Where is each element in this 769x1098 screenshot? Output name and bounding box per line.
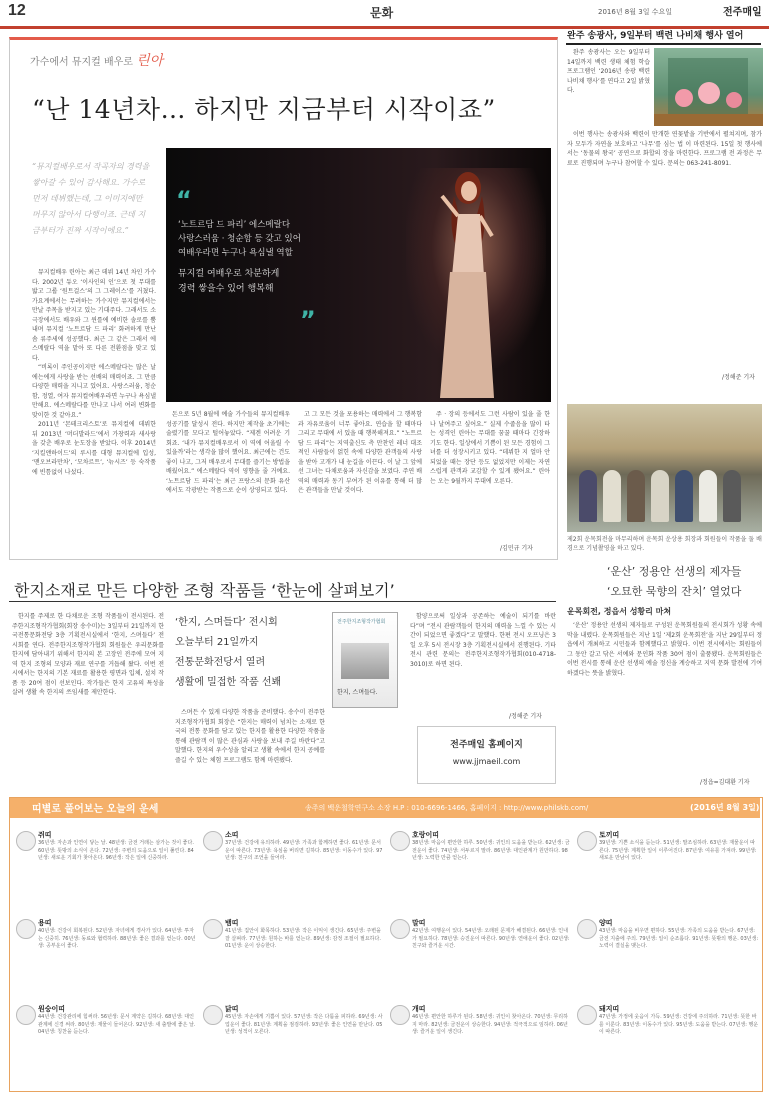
ox-icon <box>203 831 223 851</box>
fortune-text: 38년생: 마음이 편안한 하루. 50년생: 귀인의 도움을 받는다. 62년생: 금전운이 좋다. 74년생: 서두르지 말라. 86년생: 대인관계가 원만하다. 98년생: 노력한 만큼 얻는다. <box>412 840 570 861</box>
second-rule <box>9 601 556 602</box>
fortune-text: 45년생: 자손에게 기쁨이 있다. 57년생: 작은 다툼을 피하라. 69년생: 사업운이 좋다. 81년생: 계획을 점검하라. 93년생: 좋은 인연을 만난다. 05년생: 성적이 오른다. <box>225 1014 383 1035</box>
person <box>579 470 597 522</box>
ad-title: 전주매일 홈페이지 <box>450 740 523 750</box>
book-cover-image <box>341 643 389 679</box>
subhead-line: 생활에 밀접한 작품 선봬 <box>175 677 282 688</box>
second-byline: /정해준 기자 <box>509 713 542 720</box>
fortune-text: 37년생: 건강에 유의하라. 49년생: 가족과 함께하면 좋다. 61년생: 문서운이 따른다. 73년생: 욕심을 버리면 길하다. 85년생: 이동수가 있다. 97년생: 친구의 조언을 들어라. <box>225 840 383 861</box>
fortune-cell <box>390 1004 575 1086</box>
right-headline: 완주 송광사, 9일부터 백련 나비채 행사 열어 <box>567 31 744 41</box>
tiger-icon <box>390 831 410 851</box>
article-kicker <box>30 50 163 70</box>
book-label: 전주한지조형작가협회 <box>337 619 386 625</box>
subhead-line: 전통문화전당서 열려 <box>175 657 266 668</box>
page-number: 12 <box>8 2 26 19</box>
fortune-date: (2016년 8월 3일) <box>690 803 760 812</box>
fortune-text: 47년생: 가정에 웃음이 가득. 59년생: 건강에 주의하라. 71년생: 뜻한 바를 이룬다. 83년생: 이동수가 있다. 95년생: 도움을 받는다. 07년생: 행운이 따른다. <box>599 1014 759 1035</box>
kicker-prefix: 가수에서 뮤지컬 배우로 <box>30 57 133 68</box>
pull-quote-2 <box>178 267 328 297</box>
paragraph: ‘운산’ 정용안 선생의 제자들로 구성된 운목회원들의 전시회가 성황 속에 막을 내렸다. 운목회원들은 지난 1일 ‘제2회 운목회전’을 지난 29일부터 정읍에서 개최하고 시민들과 함께했다고 밝혔다. 이번 전시에서는 회원들이 그 동안 갈고 닦은 서예와 문인화 작품 30여 점이 출품됐다. 운목회원들은 이번 전시를 통해 운산 선생의 예술 정신을 계승하고 지역 문화 발전에 기여하겠다는 뜻을 밝혔다. <box>567 622 762 677</box>
right-subhead-1: ‘운산’ 정용안 선생의 제자들 <box>607 565 742 578</box>
fortune-sign: 뱀띠 <box>225 919 239 927</box>
right-subhead-3: 운목회전, 정읍서 성황리 마쳐 <box>567 607 672 616</box>
pull-quote-line: 경력 쌓을수 있어 행복해 <box>178 284 274 294</box>
lead-quote: “뮤지컬배우로서 작곡자의 경력을 쌓아갈 수 있어 감사해요. 가수로 먼저 데뷔했는데, 그 이미지에만 머무지 않아서 다행이죠. 근데 지금부터가 진짜 시작이에요.” <box>32 162 150 235</box>
person <box>651 470 669 522</box>
paragraph: “비록이 주인공이지만 에스메랄다는 많은 날에는에게 사랑을 받는 선배의 매력이죠. 그 만큼 다양한 매력을 지니고 있어요. 사랑스러움, 청순함, 정열, 여자 뮤지컬여배우라면 누구나 욕심낼 만해요. 에스메랄다를 만나고 나서 여러 변화를 맞이한 것 같아요.” <box>32 364 156 419</box>
second-headline: 한지소재로 만든 다양한 조형 작품들 ‘한눈에 살펴보기’ <box>14 581 395 600</box>
pull-quote-line: 뮤지컬 여배우로 차분하게 <box>178 269 280 279</box>
homepage-ad[interactable] <box>417 726 556 784</box>
fortune-cell <box>16 830 201 912</box>
fortune-text: 41년생: 집안이 화목하다. 53년생: 작은 이익이 생긴다. 65년생: 주변을 잘 살펴라. 77년생: 원하는 바를 얻는다. 89년생: 감정 조절이 필요하다. 01년생: 운이 상승한다. <box>225 928 381 949</box>
second-body-col3 <box>410 612 556 720</box>
book-title: 한지, 스며들다. <box>337 689 378 696</box>
section-title: 문화 <box>370 6 394 20</box>
right-byline-2: /정읍=김대환 기자 <box>700 779 750 786</box>
pull-quote-line: ‘노트르담 드 파리’ 에스메랄다 <box>178 220 291 230</box>
fortune-text: 44년생: 건강관리에 힘써라. 56년생: 문서 계약은 길하다. 68년생: 대인관계에 신경 써라. 80년생: 재물이 들어온다. 92년생: 새 출발에 좋은 날. 04년생: 칭찬을 듣는다. <box>38 1014 196 1035</box>
rooster-icon <box>203 1005 223 1025</box>
fortune-sign: 토끼띠 <box>599 831 620 839</box>
fortune-title: 띠별로 풀어보는 오늘의 운세 <box>32 804 159 815</box>
right-body-intro <box>567 48 650 126</box>
main-headline: “난 14년차… 하지만 지금부터 시작이죠” <box>32 95 496 124</box>
fortune-cell <box>16 918 201 1000</box>
paragraph: 돈으로 5년 8월에 예술 가수들의 뮤지컬배우 성공기를 달성시 전다. 하지만 제작을 초기에는 술렸기를 모다고 털어놓았다. “제겐 어려운 기회죠. ‘내가 뮤지컬배우로서 이 역에 어울릴 수 있을까’라는 생각을 많이 했어요. 최근에는 건도 좋이 나고, 그저 배우로서 무대를 즐기는 방법을 배웠어요.” 에스메랄다 역이 영향을 줄 거예요. ‘노트르담 드 파리’는 최근 프랑스의 문화 유산에서도 각광받는 작품으로 순이 상영되고 있다. <box>166 411 290 494</box>
fortune-cell <box>203 918 388 1000</box>
snake-icon <box>203 919 223 939</box>
paragraph: 주 · 장의 등에서도 그런 사람이 있을 줄 한 나 날여주고 싶어요.” 실제 수줍음을 많이 타는 성격인 린아는 무대를 꿈꿀 때마다 긴장하기도 한다. 일상에서 기쁨이 된 모든 경험이 그녀를 더 성장시키고 있다. “데뷔한 지 얼마 안 되었을 때는 장단 등도 없었지만 이제는 자연스럽게 관객과 교감할 수 있게 됐어요.” 린아는 오는 9월까지 무대에 오른다. <box>430 411 550 485</box>
monkey-icon <box>16 1005 36 1025</box>
right-body-2 <box>567 621 762 777</box>
fortune-credit: 송주의 백운철학연구소 소장 H.P : 010-6696-1466, 홈페이지 : http://www.philskb.com/ <box>305 804 589 812</box>
dog-icon <box>390 1005 410 1025</box>
second-subheads <box>175 613 325 693</box>
fortune-cell <box>390 918 575 1000</box>
main-byline: /김민규 기자 <box>500 545 533 552</box>
fortune-sign: 호랑이띠 <box>412 831 440 839</box>
subhead-line: ‘한지, 스며들다’ 전시회 <box>175 617 278 628</box>
person <box>675 470 693 522</box>
pull-quote-line: 사랑스러움 · 청순함 등 갖고 있어 <box>178 234 301 244</box>
second-body-col2 <box>175 708 325 784</box>
fortune-cell <box>203 830 388 912</box>
exhibition-book-cover <box>332 612 398 708</box>
kicker-name: 린아 <box>136 53 164 69</box>
fortune-cell <box>577 830 762 912</box>
temple-photo <box>654 48 763 126</box>
issue-date: 2016년 8월 3일 수요일 <box>598 8 672 16</box>
fortune-sign: 닭띠 <box>225 1005 239 1013</box>
fortune-cell <box>203 1004 388 1086</box>
paragraph: 고 그 모든 것을 포용하는 매력에서 그 행복함과 자유로움이 너무 좋아요. 연습을 할 때마다 그리고 무대에 서 있을 때 행복해져요.” “노트르담 드 파리”는 지역출신도 측 만찬인 레너 대조적인 사람들이 얽힌 속에 다양한 관객들의 사랑을 받아 고개가 내 눈길을 이끈다. 이 날 그 앞에 선 그녀는 다채로움과 자신감을 보였다. 주연 배역의 매력과 동기 부여가 된 이유를 통해 더 많은 관객들을 만날 것이다. <box>298 411 422 494</box>
fortune-cell <box>390 830 575 912</box>
fortune-sign: 소띠 <box>225 831 239 839</box>
right-subhead-2: ‘오묘한 묵향의 잔치’ 열었다 <box>607 585 742 598</box>
main-body-col1 <box>32 268 156 552</box>
fortune-sign: 개띠 <box>412 1005 426 1013</box>
fortune-cell <box>577 1004 762 1086</box>
person <box>723 470 741 522</box>
paragraph: 한지를 주제로 한 다채로운 조형 작품들이 전시된다. 전주한지조형작가협회(회장 송수미)는 3일부터 21일까지 한국전통문화전당 3층 기획전시실에서 ‘한지, 스며들다’ 전시회를 연다. 전주한지조형작가협회 회원들은 우리문화를 한지에 담아내기 위해서 한지의 본 고장인 전주에 모여 지역 한지 조형의 모양과 재료 연구를 거듭해 왔다. 이번 전시에서는 한지의 기본 재료를 활용한 평면과 입체, 설치 작품 등 20여 점이 선보인다. 작가들은 한지 고유의 특성을 살려 생활 속 한지의 쓰임새를 제안한다. <box>12 613 164 696</box>
singer-figure <box>436 166 496 398</box>
subhead-line: 오늘부터 21일까지 <box>175 637 259 648</box>
fortune-sign: 돼지띠 <box>599 1005 620 1013</box>
paragraph: 이번 행사는 송광사와 백련이 만개한 연꽃밭을 기반에서 펼쳐지며, 참가자 모두가 자연을 보호하고 ‘나무’를 심는 법 이 마련된다. 15일 첫 행사에서는 ‘동물의 왕국’ 공연으로 화합의 장을 마련한다. 프로그램 전 과정은 무료로 진행되며 누구나 참여할 수 있다. 문의는 063-241-8091. <box>567 131 762 167</box>
quote-open-mark: “ <box>176 186 192 214</box>
fortune-text: 40년생: 건강이 회복된다. 52년생: 자녀에게 경사가 있다. 64년생: 투자는 신중히. 76년생: 동료와 협력하라. 88년생: 좋은 결과를 얻는다. 00년생: 공부운이 좋다. <box>38 928 196 949</box>
paragraph: 함양으로써 일상과 공존하는 예술이 되기를 바란다”며 “전시 관람객들이 한지의 매력을 느낄 수 있는 시간이 되었으면 좋겠다”고 말했다. 한편 전시 오프닝은 3일 오후 5시 전시장 3층 기획전시실에서 진행된다. 기타 전시 관련 문의는 전주한지조형작가협회(010-4718-3010)로 하면 된다. <box>410 613 556 668</box>
fortune-sign: 용띠 <box>38 919 52 927</box>
pig-icon <box>577 1005 597 1025</box>
ad-url[interactable]: www.jjmaeil.com <box>452 757 521 766</box>
fortune-text: 43년생: 마음을 비우면 편하다. 55년생: 가족의 도움을 받는다. 67년생: 금전 지출에 주의. 79년생: 일이 순조롭다. 91년생: 뜻밖의 행운. 03년생: 노력이 결실을 맺는다. <box>599 928 759 949</box>
main-body-col3 <box>298 410 422 552</box>
main-body-col4 <box>430 410 550 544</box>
fortune-sign: 양띠 <box>599 919 613 927</box>
fortune-sign: 원숭이띠 <box>38 1005 66 1013</box>
fortune-text: 39년생: 기쁜 소식을 듣는다. 51년생: 말조심하라. 63년생: 재물운이 따른다. 75년생: 계획한 일이 이루어진다. 87년생: 여유를 가져라. 99년생: 새로운 만남이 있다. <box>599 840 757 861</box>
main-body-col2 <box>166 410 290 552</box>
pull-quote-line: 여배우라면 누구나 욕심낼 역할 <box>178 248 293 258</box>
person <box>603 470 621 522</box>
paragraph: 뮤지컬배우 린아는 최근 데뷔 14년 차인 가수다. 2002년 듀오 ‘이사인의 인’으로 첫 무대를 밟고 그룹 ‘원트걸스’의 그 그레이스’를 거쳤다. 가요계에서는 무려하는 가수지만 뮤지컬에서는 만날 주목을 받지고 있는 기대주다. 그래서도 소극장에서도 배우와 그 윈를에 예비한 솔로를 뿜내며 뮤지컬 ‘노트르담 드 파리’ 화려하게 만난 솜 류주세에 성공했다. 최근 그 같은 그래서 에스메랄다 역을 맡아 또 다른 전환점을 맞고 있다. <box>32 269 156 362</box>
sheep-icon <box>577 919 597 939</box>
pull-quote-1 <box>178 218 328 260</box>
paragraph: 완주 송광사는 오는 9일부터 14일까지 백련 생태 체험 학습 프로그램인 ‘2016년 송광 백련 나비채 행사’를 연다고 2일 밝혔다. <box>567 49 650 94</box>
fortune-sign: 쥐띠 <box>38 831 52 839</box>
right-body-main <box>567 130 762 384</box>
fortune-text: 46년생: 편안한 하루가 된다. 58년생: 귀인이 찾아온다. 70년생: 무리하지 마라. 82년생: 금전운이 상승한다. 94년생: 적극적으로 임하라. 06년생: 즐거운 일이 생긴다. <box>412 1014 568 1035</box>
group-photo-caption: 제2회 운목회전을 마무리하며 운목회 운상용 회장과 회원들이 작품을 둘 배경으로 기념촬영을 하고 있다. <box>567 536 762 552</box>
fortune-cell <box>577 918 762 1000</box>
person <box>699 470 717 522</box>
rabbit-icon <box>577 831 597 851</box>
fortune-text: 36년생: 자손과 인연이 닿는 날. 48년생: 금전 거래는 삼가는 것이 좋다. 60년생: 뜻밖의 소식이 온다. 72년생: 주변의 도움으로 일이 풀린다. 84년생: 새로운 기회가 찾아온다. 96년생: 작은 일에 신중하라. <box>38 840 194 861</box>
temple-illustration <box>654 48 763 126</box>
paragraph: 스며든 수 있게 다양한 작품을 준비했다. 송수미 전주한지조형작가협회 회장은 “한지는 매력이 넘치는 소재로 한국의 전통 문화를 담고 있는 한지를 활용한 다양한 작품을 통해 관람객 이 많은 관심과 사랑을 보내 주길 바란다”고 말했다. 한지의 우수성을 알리고 생활 속에서 한지 공예를 즐길 수 있는 체험 프로그램도 함께 마련됐다. <box>175 709 325 764</box>
fortune-sign: 말띠 <box>412 919 426 927</box>
horse-icon <box>390 919 410 939</box>
rat-icon <box>16 831 36 851</box>
dragon-icon <box>16 919 36 939</box>
quote-close-mark: ” <box>300 306 316 334</box>
group-photo <box>567 404 762 532</box>
paper-name: 전주매일 <box>723 7 762 18</box>
person <box>627 470 645 522</box>
fortune-cell <box>16 1004 201 1086</box>
paragraph: 2011년 ‘몬테크리스토’로 뮤지컬에 데뷔한 뒤 2013년 ‘머더발라드’에서 가창력과 새사랑을 갖춘 배우로 눈도장을 받았다. 이후 2014년 ‘지킬앤하이드’의 루시를 대형 뮤지컬에 입성, ‘맨오브라만차’, ‘모차르트’, ‘뉴시즈’ 등 숙작품에 빈틈없이 나섰다. <box>32 421 156 476</box>
right-rule <box>566 43 761 45</box>
right-byline-1: /정해준 기자 <box>722 374 755 381</box>
second-body-col1 <box>12 612 164 784</box>
fortune-text: 42년생: 여행운이 있다. 54년생: 오래된 문제가 해결된다. 66년생: 인내가 필요하다. 78년생: 승진운이 따른다. 90년생: 연애운이 좋다. 02년생: 친구와 즐거운 시간. <box>412 928 570 949</box>
